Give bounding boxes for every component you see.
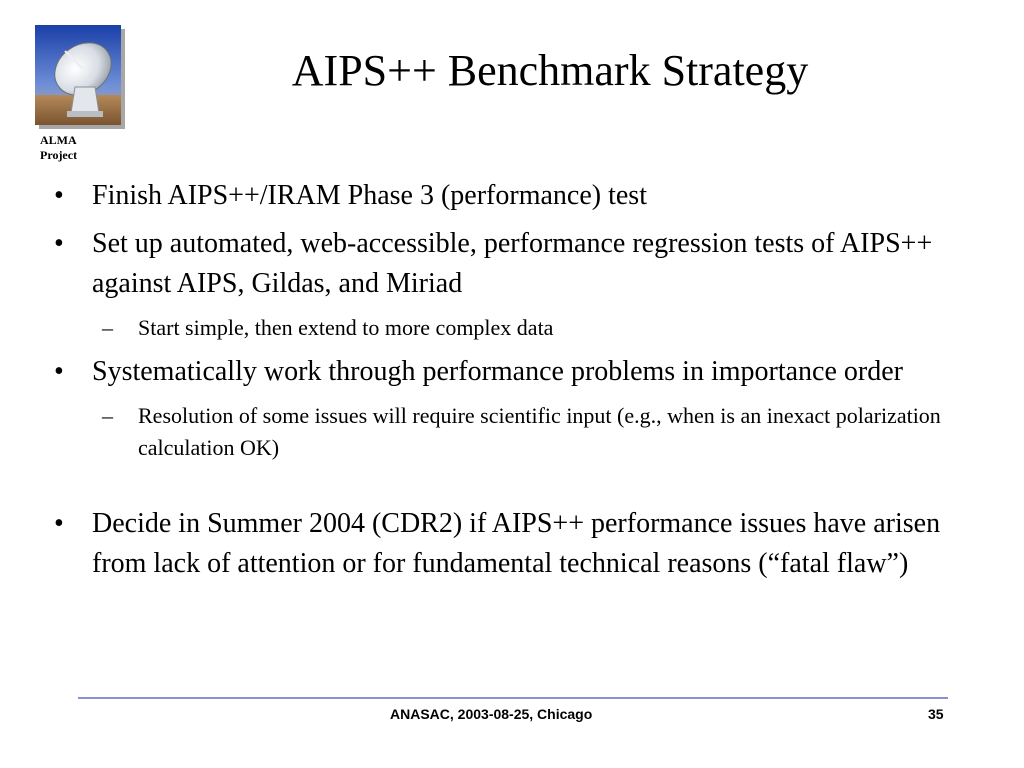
bullet-item — [54, 176, 984, 216]
bullet-text: Decide in Summer 2004 (CDR2) if AIPS++ performance issues have arisen from lack of attention or for fundamental technical reasons (“fatal flaw”) — [92, 508, 941, 579]
bullet-dot-icon: • — [54, 508, 64, 539]
logo-caption — [40, 133, 96, 163]
bullet-item — [54, 352, 984, 392]
page-number: 35 — [928, 706, 944, 722]
logo-caption-line1: ALMA — [40, 133, 77, 147]
dash-icon: – — [102, 315, 113, 340]
bullet-list — [54, 176, 984, 584]
slide-title: AIPS++ Benchmark Strategy — [291, 46, 809, 95]
sub-bullet-text: Start simple, then extend to more complex data — [138, 315, 554, 340]
sub-bullet-item — [54, 312, 984, 344]
logo-caption-line2: Project — [40, 148, 78, 162]
bullet-dot-icon: • — [54, 180, 64, 211]
bullet-text: Finish AIPS++/IRAM Phase 3 (performance) test — [92, 180, 647, 211]
footer-text: ANASAC, 2003-08-25, Chicago — [390, 706, 593, 722]
alma-logo — [35, 25, 121, 125]
radio-telescope-icon — [35, 25, 121, 125]
bullet-item — [54, 224, 984, 304]
bullet-item — [54, 504, 984, 584]
sub-bullet-text: Resolution of some issues will require scientific input (e.g., when is an inexact polarization calculation OK) — [138, 403, 941, 460]
bullet-text: Set up automated, web-accessible, performance regression tests of AIPS++ against AIPS, Gildas, and Miriad — [92, 228, 933, 299]
sub-bullet-item — [54, 400, 984, 464]
dash-icon: – — [102, 403, 113, 428]
bullet-text: Systematically work through performance problems in importance order — [92, 356, 903, 387]
bullet-dot-icon: • — [54, 356, 64, 387]
bullet-dot-icon: • — [54, 228, 64, 259]
footer-divider — [78, 697, 948, 699]
